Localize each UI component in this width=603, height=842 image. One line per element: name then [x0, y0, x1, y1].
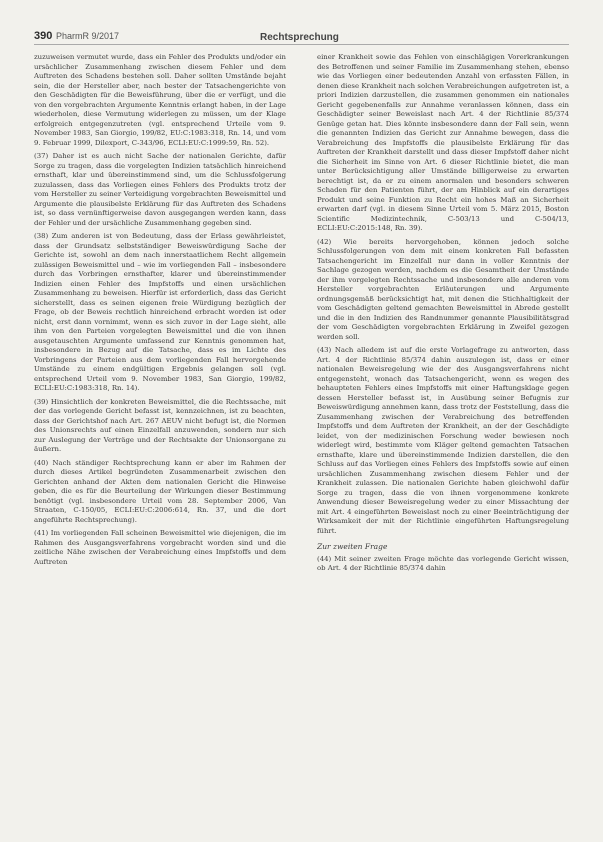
paragraph: (38) Zum anderen ist von Bedeutung, dass der Erlass gewährleistet, dass der Grundsatz selbstständiger Beweiswürdigung Sache der Gerichte ist, sowohl an dem nach innerstaatlichem Recht allgemein zulässigen Beweismittel und – wie im vorliegenden Fall – insbesondere durch das Vorbringen ernsthafter, klarer und übereinstimmender Indizien einen Fehler des Impfstoffs und einen ursächlichen Zusammenhang zu beweisen. Hierfür ist erforderlich, dass das Gericht sicherstellt, dass es seinen eigenen freie Würdigung bezüglich der Frage, ob der Beweis rechtlich hinreichend erbracht worden ist oder nicht, erst dann vornimmt, wenn es sich zuvor in der Lage sieht, alle ihm von den Parteien vorgelegten Beweismittel und die von ihnen ausgetauschten Argumente umfassend zur Kenntnis genommen hat, insbesondere in Bezug auf die Tatsache, dass es im Lichte des Vorbringens der Parteien aus dem vorliegenden Fall hervorgehende Umstände zu einem endgültigen Ergebnis gelangen soll (vgl. entsprechend Urteil vom 9. November 1983, San Giorgio, 199/82, ECLI:EU:C:1983:318, Rn. 14).	[34, 232, 286, 392]
right-column	[317, 53, 569, 823]
paragraph: (37) Daher ist es auch nicht Sache der nationalen Gerichte, dafür Sorge zu tragen, dass die vorgelegten Indizien tatsächlich hinreichend ernsthaft, klar und übereinstimmend sind, um die Schlussfolgerung zuzulassen, dass das Vorliegen eines Fehlers des Produkts trotz der vom Hersteller zu seiner Verteidigung vorgebrachten Beweismittel und Argumente die plausibelste Erklärung für das Auftreten des Schadens ist, so dass vernünftigerweise davon ausgegangen werden kann, dass der Fehler und der ursächliche Zusammenhang gegeben sind.	[34, 152, 286, 227]
header-rule	[34, 44, 569, 45]
journal-reference: PharmR 9/2017	[56, 31, 120, 41]
paragraph: (44) Mit seiner zweiten Frage möchte das vorlegende Gericht wissen, ob Art. 4 der Richtlinie 85/374 dahin	[317, 554, 569, 572]
left-column	[34, 53, 286, 823]
paragraph: (39) Hinsichtlich der konkreten Beweismittel, die die Rechtssache, mit der das vorlegende Gericht befasst ist, kennzeichnen, ist zu beachten, dass der Gerichtshof nach Art. 267 AEUV nicht befugt ist, die Normen des Unionsrechts auf einen Einzelfall anzuwenden, sondern nur sich zur Auslegung der Verträge und der Rechtsakte der Unionsorgane zu äußern.	[34, 397, 286, 453]
page-header	[34, 30, 569, 54]
paragraph: (43) Nach alledem ist auf die erste Vorlagefrage zu antworten, dass Art. 4 der Richtlinie 85/374 dahin auszulegen ist, dass er einer nationalen Beweisregelung wie der des Ausgangsverfahrens nicht entgegensteht, wonach das Tatsachengericht, wenn es wegen des behaupteten Fehlers eines Impfstoffs mit einer Haftungsklage gegen dessen Hersteller befasst ist, in Ausübung seiner Befugnis zur Beweiswürdigung annehmen kann, dass trotz der Feststellung, dass die Zusammenhang zwischen der Verabreichung des betreffenden Impfstoffs und dem Auftreten der Krankheit, an der der Geschädigte leidet, von der medizinischen Forschung weder bewiesen noch widerlegt wird, bestimmte vom Kläger geltend gemachten Tatsachen ernsthafte, klare und übereinstimmende Indizien darstellen, die den Schluss auf das Vorliegen eines Fehlers des Impfstoffs sowie auf einen ursächlichen Zusammenhang zwischen diesem Fehler und der Krankheit zulassen. Die nationalen Gerichte haben gleichwohl dafür Sorge zu tragen, dass die von ihnen vorgenommene konkrete Anwendung dieser Beweisregelung weder zu einer Missachtung der mit Art. 4 eingeführten Beweislast noch zu einer Beeinträchtigung der Wirksamkeit der mit der Richtlinie eingeführten Haftungsregelung führt.	[317, 346, 569, 535]
paragraph: (40) Nach ständiger Rechtsprechung kann er aber im Rahmen der durch dieses Artikel begründeten Zusammenarbeit zwischen den Gerichten anhand der Akten dem nationalen Gericht die Hinweise geben, die es für die Beurteilung der Wirkungen dieser Bestimmung benötigt (vgl. insbesondere Urteil vom 28. September 2006, Van Straaten, C-150/05, ECLI:EU:C:2006:614, Rn. 37, und die dort angeführte Rechtsprechung).	[34, 458, 286, 524]
section-title: Rechtsprechung	[260, 32, 339, 43]
paragraph: (41) Im vorliegenden Fall scheinen Beweismittel wie diejenigen, die im Rahmen des Ausgangsverfahrens vorgebracht worden sind und die zeitliche Nähe zwischen der Verabreichung eines Impfstoffs und dem Auftreten	[34, 529, 286, 566]
page-number: 390	[34, 30, 53, 42]
subheading: Zur zweiten Frage	[317, 542, 388, 551]
paragraph: zuzuweisen vermutet wurde, dass ein Fehler des Produkts und/oder ein ursächlicher Zusammenhang zwischen diesem Fehler und dem Auftreten des Schadens bestehen soll. Daher sollten Umstände bejaht sein, die der Hersteller aber, nach bester der Tatsachengerichte von den Geschädigten für die Beweisführung, über die er verfügt, und die von den vorgebrachten Argumente Kenntnis erlangt haben, in der Lage wiederholen, diese Vermutung widerlegen zu müssen, um der Klage erfolgreich entgegenzutreten (vgl. entsprechend Urteile vom 9. November 1983, San Giorgio, 199/82, EU:C:1983:318, Rn. 14, und vom 9. Februar 1999, Dilexport, C-343/96, ECLI:EU:C:1999:59, Rn. 52).	[34, 53, 286, 147]
text-columns	[34, 53, 569, 823]
paragraph: einer Krankheit sowie das Fehlen von einschlägigen Vorerkrankungen des Betroffenen und seiner Familie im Zusammenhang stehen, ebenso wie das Vorliegen einer bedeutenden Anzahl von erfassten Fällen, in denen diese Krankheit nach solchen Verabreichungen aufgetreten ist, a priori Indizien darzustellen, die zusammen genommen ein nationales Gericht gegebenenfalls zur Annahme veranlassen können, dass ein Geschädigter seiner Beweislast nach Art. 4 der Richtlinie 85/374 Genüge getan hat. Dies könnte insbesondere dann der Fall sein, wenn die genannten Indizien das Gericht zur Annahme bewegen, dass die Verabreichung des Impfstoffs die plausibelste Erklärung für das Auftreten der Krankheit darstellt und dass dieser Impfstoff daher nicht die Sicherheit im Sinne von Art. 6 dieser Richtlinie bietet, die man unter Berücksichtigung aller Umstände billigerweise zu erwarten berechtigt ist, da er zu einem anormalen und besonders schweren Schaden für den Patienten führt, der am Hinblick auf ein derartiges Produkt und seine Funktion zu Recht ein hohes Maß an Sicherheit erwarten darf (vgl. in diesem Sinne Urteil vom 5. März 2015, Boston Scientific Medizintechnik, C-503/13 und C-504/13, ECLI:EU:C:2015:148, Rn. 39).	[317, 53, 569, 232]
paragraph: (42) Wie bereits hervorgehoben, können jedoch solche Schlussfolgerungen von dem mit einem konkreten Fall befassten Tatsachengericht im Einzelfall nur dann in voller Kenntnis der Sachlage gezogen werden, nachdem es die Gesamtheit der Umstände der ihm vorgelegten Rechtssache und insbesondere alle anderen vom Hersteller vorgebrachten Erläuterungen und Argumente ordnungsgemäß berücksichtigt hat, mit denen die Stichhaltigkeit der vom Geschädigten geltend gemachten Beweismittel in Abrede gestellt und die in den Indizien des Randnummer genannte Plausibilitätsgrad der vom Geschädigten vorgebrachten Erklärung in Zweifel gezogen werden soll.	[317, 237, 569, 341]
